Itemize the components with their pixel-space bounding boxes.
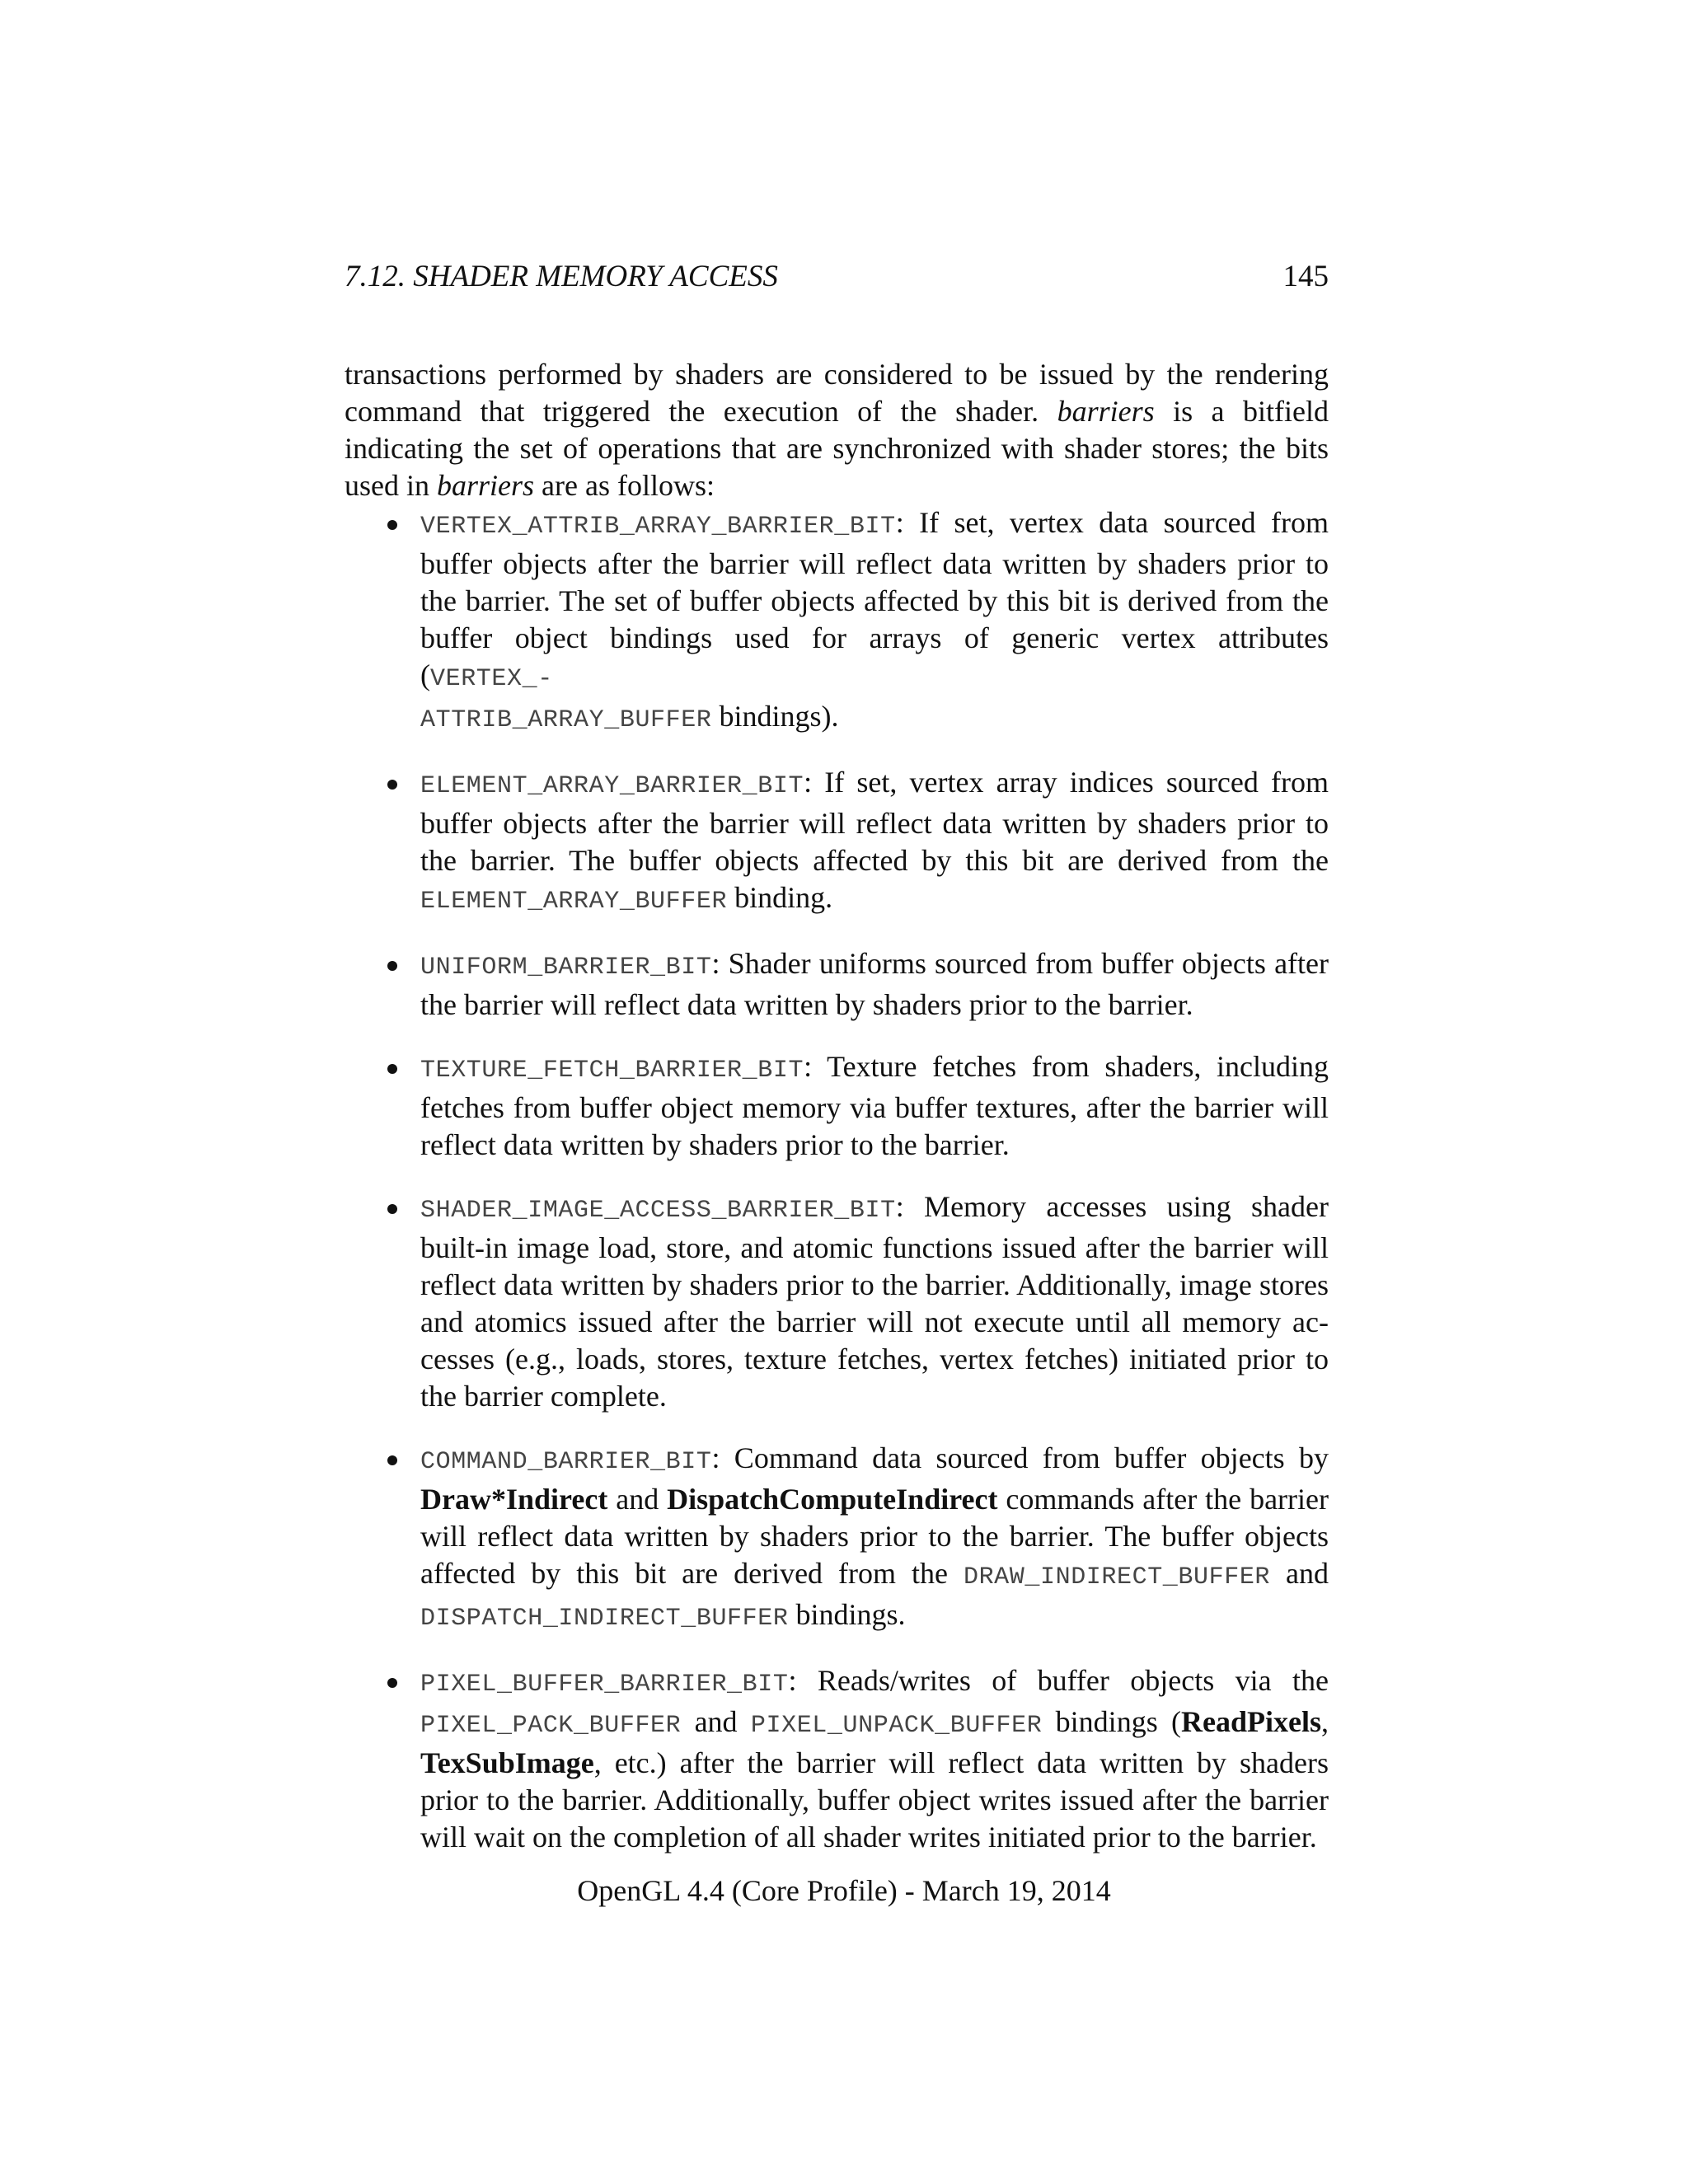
bit-description: bindings). <box>711 700 839 733</box>
command-name: ReadPixels <box>1181 1705 1321 1738</box>
bit-description: binding. <box>727 881 833 914</box>
bit-name: SHADER_IMAGE_ACCESS_BARRIER_BIT <box>420 1197 896 1225</box>
bit-name: PIXEL_BUFFER_BARRIER_BIT <box>420 1671 789 1699</box>
bullet-icon <box>386 1440 402 1477</box>
bit-description: bindings. <box>788 1598 906 1631</box>
command-name: TexSubImage <box>420 1746 594 1779</box>
bullet-icon <box>386 945 402 982</box>
list-item-shader-image-access-barrier-bit <box>345 1188 1329 1415</box>
bit-name: COMMAND_BARRIER_BIT <box>420 1448 712 1476</box>
code-token: VERTEX_- <box>430 665 553 693</box>
list-item-uniform-barrier-bit <box>345 945 1329 1024</box>
code-token: ATTRIB_ARRAY_BUFFER <box>420 706 712 734</box>
bit-description: , etc.) after the barrier will reflect data written by shaders prior to the barrier. Additionally, buffer object writes issued after the barrier will wait on the completion of all shader writes initiated prior to the barrier. <box>420 1746 1329 1854</box>
intro-text: are as follows: <box>534 469 715 502</box>
bullet-icon <box>386 504 402 541</box>
bit-name: TEXTURE_FETCH_BARRIER_BIT <box>420 1057 804 1085</box>
list-item-pixel-buffer-barrier-bit <box>345 1662 1329 1856</box>
intro-text: is a bitfield indicating the set of operations that are synchronized with shader stores; the bits used in <box>345 395 1329 502</box>
bit-description: : If set, vertex data sourced from buffer objects after the barrier will reflect data written by shaders prior to the barrier. The set of buffer objects affected by this bit is derived from the buffer object bindings used for arrays of generic vertex attributes ( <box>420 506 1329 691</box>
bit-description: : If set, vertex array indices sourced from buffer objects after the barrier will reflect data written by shaders prior to the barrier. The buffer objects affected by this bit are derived from the <box>420 766 1329 877</box>
bit-description: and <box>681 1705 751 1738</box>
barriers-param: barriers <box>437 469 535 502</box>
body-text <box>345 356 1329 1856</box>
intro-paragraph <box>345 356 1329 504</box>
bit-description: : Reads/writes of buffer objects via the <box>788 1664 1329 1697</box>
list-item-element-array-barrier-bit <box>345 764 1329 921</box>
code-token: DRAW_INDIRECT_BUFFER <box>963 1563 1271 1591</box>
page-number: 145 <box>1282 260 1329 293</box>
barriers-param: barriers <box>1057 395 1155 428</box>
bit-description: : Command data sourced from buffer objects by <box>711 1441 1329 1474</box>
barrier-bit-list <box>345 504 1329 1856</box>
bit-description: bindings ( <box>1042 1705 1182 1738</box>
command-name: Draw*Indirect <box>420 1483 608 1516</box>
intro-text: transactions performed by shaders are considered to be issued by the rendering command that triggered the execution of the shader. <box>345 358 1329 428</box>
code-token: PIXEL_PACK_BUFFER <box>420 1712 682 1740</box>
bit-description: and <box>607 1483 668 1516</box>
bullet-icon <box>386 764 402 801</box>
bit-name: ELEMENT_ARRAY_BARRIER_BIT <box>420 772 804 800</box>
list-item-command-barrier-bit <box>345 1440 1329 1638</box>
bullet-icon <box>386 1048 402 1085</box>
code-token: PIXEL_UNPACK_BUFFER <box>750 1712 1043 1740</box>
bullet-icon <box>386 1662 402 1699</box>
command-name: DispatchComputeIndirect <box>667 1483 998 1516</box>
code-token: DISPATCH_INDIRECT_BUFFER <box>420 1605 789 1633</box>
list-item-vertex-attrib-array-barrier-bit <box>345 504 1329 739</box>
bit-description: and <box>1270 1557 1329 1590</box>
bit-description: , <box>1321 1705 1329 1738</box>
page-footer: OpenGL 4.4 (Core Profile) - March 19, 2014 <box>577 1874 1111 1907</box>
code-token: ELEMENT_ARRAY_BUFFER <box>420 888 728 916</box>
bit-name: VERTEX_ATTRIB_ARRAY_BARRIER_BIT <box>420 513 896 541</box>
bit-description: : Texture fetches from shaders, including fetches from buffer object memory via buffer textures, after the barrier will reflect data written by shaders prior to the barrier. <box>420 1050 1329 1161</box>
bit-description: commands after the barrier will reflect data written by shaders prior to the barrier. The buffer objects affected by this bit are derived from the <box>420 1483 1329 1590</box>
bit-description: : Shader uniforms sourced from buffer objects after the barrier will reflect data written by shaders prior to the barrier. <box>420 947 1329 1021</box>
running-header <box>345 257 1329 297</box>
list-item-texture-fetch-barrier-bit <box>345 1048 1329 1164</box>
bit-name: UNIFORM_BARRIER_BIT <box>420 954 712 982</box>
bullet-icon <box>386 1188 402 1226</box>
section-title: 7.12. SHADER MEMORY ACCESS <box>345 260 778 293</box>
bit-description: : Memory accesses using shader built-in image load, store, and atomic functions issued after the barrier will reflect data written by shaders prior to the barrier. Additionally, image stores and atomics issued after the barrier will not execute until all memory accesses (e.g., loads, stores, texture fetches, vertex fetches) initiated prior to the barrier complete. <box>420 1190 1329 1413</box>
